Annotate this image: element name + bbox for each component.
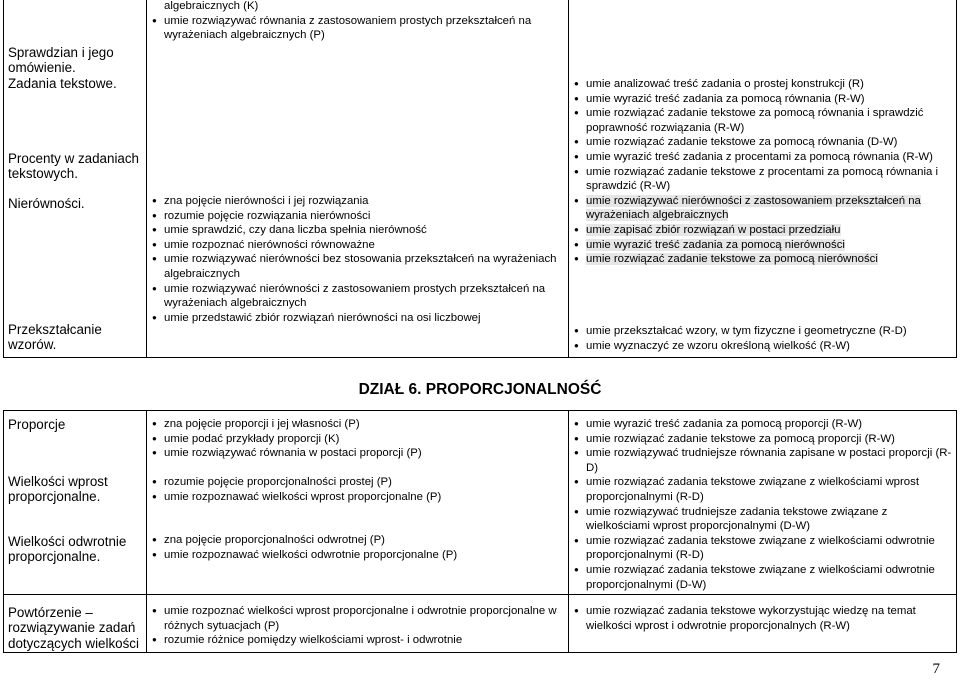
requirement-item: ● umie wyrazić treść zadania za pomocą nierówności (574, 238, 954, 253)
requirements-direct-proportion-column (152, 475, 564, 504)
table-border (3, 594, 957, 595)
topic-procenty: Procenty w zadaniach tekstowych. (8, 151, 140, 182)
topic-przeksztalcanie-wzorow: Przekształcanie wzorów. (8, 322, 102, 353)
table-border (956, 410, 957, 653)
requirement-item: ● umie rozpoznawać wielkości odwrotnie proporcjonalne (P) (152, 548, 564, 563)
requirement-item: ● umie podać przykłady proporcji (K) (152, 432, 564, 447)
requirement-item: ● umie rozwiązać zadania tekstowe związane z wielkościami wprost proporcjonalnymi (R-D) (574, 475, 954, 504)
table-border (146, 0, 147, 358)
requirement-item: ● umie sprawdzić, czy dana liczba spełnia nierówność (152, 223, 564, 238)
requirement-item: ● rozumie pojęcie rozwiązania nierówności (152, 209, 564, 224)
requirement-item: ● umie rozwiązać zadanie tekstowe za pomocą proporcji (R-W) (574, 432, 954, 447)
topic-powtorzenie: Powtórzenie – rozwiązywanie zadań dotyczących wielkości (8, 605, 139, 651)
requirements-proportions-column (152, 417, 564, 461)
requirements-proportion-problems-column (574, 417, 954, 592)
requirement-item: ● rozumie różnice pomiędzy wielkościami wprost- i odwrotnie (152, 633, 564, 648)
topic-nierownosci: Nierówności. (8, 196, 85, 211)
requirement-item: ● zna pojęcie nierówności i jej rozwiązania (152, 194, 564, 209)
topic-zadania-tekstowe: Zadania tekstowe. (8, 76, 117, 91)
requirement-item: ● umie rozwiązywać równania w postaci proporcji (P) (152, 446, 564, 461)
requirement-item: ● umie rozwiązywać trudniejsze równania zapisane w postaci proporcji (R-D) (574, 446, 954, 475)
requirements-word-problems-column (574, 77, 954, 267)
requirement-item: ● umie rozwiązać zadanie tekstowe za pomocą nierówności (574, 252, 954, 267)
table-border (568, 0, 569, 358)
topic-wielkosci-wprost: Wielkości wprost proporcjonalne. (8, 474, 108, 505)
requirements-inverse-proportion-column (152, 533, 564, 562)
requirement-item: ● umie rozwiązać zadanie tekstowe za pomocą równania i sprawdzić poprawność rozwiązania (R-W) (574, 106, 954, 135)
requirement-item: ● umie rozpoznawać wielkości wprost proporcjonalne (P) (152, 490, 564, 505)
requirement-item: ● umie analizować treść zadania o prostej konstrukcji (R) (574, 77, 954, 92)
requirements-review-column (152, 604, 564, 648)
requirement-item: ● umie rozwiązywać równania z zastosowaniem prostych przekształceń na wyrażeniach algebraicznych (P) (152, 14, 564, 43)
requirement-item: ● umie rozwiązać zadanie tekstowe z procentami za pomocą równania i sprawdzić (R-W) (574, 165, 954, 194)
requirements-inequalities-column (152, 194, 564, 325)
requirement-item: ● zna pojęcie proporcji i jej własności (P) (152, 417, 564, 432)
table-border (3, 357, 957, 358)
requirements-formulas-column (574, 324, 954, 353)
table-border (956, 0, 957, 358)
topic-proporcje: Proporcje (8, 417, 66, 432)
table-border (3, 410, 4, 653)
requirement-item: ● zna pojęcie proporcjonalności odwrotnej (P) (152, 533, 564, 548)
requirement-item: ● umie wyznaczyć ze wzoru określoną wielkość (R-W) (574, 339, 954, 354)
requirement-item: ● umie wyrazić treść zadania za pomocą równania (R-W) (574, 92, 954, 107)
requirement-item: ● umie rozwiązywać nierówności bez stosowania przekształceń na wyrażeniach algebraicznych (152, 252, 564, 281)
section-title: DZIAŁ 6. PROPORCJONALNOŚĆ (358, 381, 602, 398)
page-number: 7 (932, 661, 940, 677)
requirement-item: ● umie przekształcać wzory, w tym fizyczne i geometryczne (R-D) (574, 324, 954, 339)
requirement-item: ● umie wyrazić treść zadania za pomocą proporcji (R-W) (574, 417, 954, 432)
topic-wielkosci-odwrotnie: Wielkości odwrotnie proporcjonalne. (8, 534, 127, 565)
topic-sprawdzian: Sprawdzian i jego omówienie. (8, 45, 114, 76)
table-border (3, 652, 957, 653)
table-border (146, 410, 147, 653)
requirement-item: ● umie zapisać zbiór rozwiązań w postaci przedziału (574, 223, 954, 238)
table-border (568, 410, 569, 653)
requirement-item: ● umie rozpoznać wielkości wprost proporcjonalne i odwrotnie proporcjonalne w różnych sytuacjach (P) (152, 604, 564, 633)
requirement-item: ● umie przedstawić zbiór rozwiązań nierówności na osi liczbowej (152, 311, 564, 326)
requirement-item: ● umie wyrazić treść zadania z procentami za pomocą równania (R-W) (574, 150, 954, 165)
requirement-item: ● umie rozwiązać zadania tekstowe związane z wielkościami odwrotnie proporcjonalnymi (R-D) (574, 534, 954, 563)
requirement-item: ● umie rozwiązać zadania tekstowe wykorzystując wiedzę na temat wielkości wprost i odwrotnie proporcjonalnych (R-W) (574, 604, 954, 633)
requirements-review-problems-column (574, 604, 954, 633)
requirement-item: ● umie rozwiązywać nierówności z zastosowaniem przekształceń na wyrażeniach algebraicznych (574, 194, 954, 223)
requirement-item: ● umie rozwiązywać trudniejsze zadania tekstowe związane z wielkościami wprost proporcjonalnymi (D-W) (574, 505, 954, 534)
requirement-item: ● rozumie pojęcie proporcjonalności prostej (P) (152, 475, 564, 490)
requirement-item: ● umie rozwiązywać nierówności z zastosowaniem prostych przekształceń na wyrażeniach algebraicznych (152, 282, 564, 311)
requirement-item: algebraicznych (K) (164, 0, 259, 12)
requirements-equations-column (152, 0, 564, 43)
requirement-item: ● umie rozpoznać nierówności równoważne (152, 238, 564, 253)
requirement-item: ● umie rozwiązać zadania tekstowe związane z wielkościami odwrotnie proporcjonalnymi (D-W) (574, 563, 954, 592)
table-border (3, 0, 4, 358)
requirement-item: ● umie rozwiązać zadanie tekstowe za pomocą równania (D-W) (574, 135, 954, 150)
